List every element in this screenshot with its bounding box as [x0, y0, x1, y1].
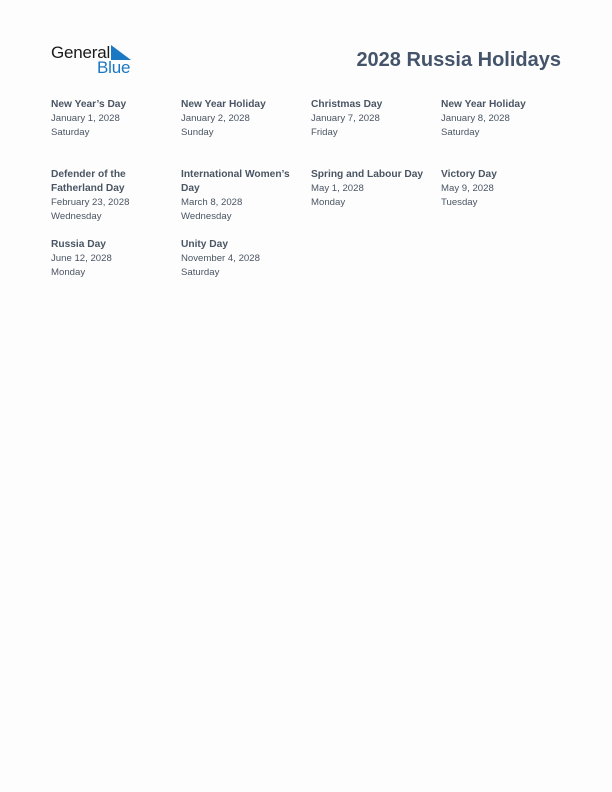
holiday-item [51, 238, 171, 280]
holiday-item [311, 168, 436, 210]
holiday-name: Unity Day [181, 239, 228, 250]
holiday-date: May 1, 2028 [311, 183, 364, 194]
holiday-name: Christmas Day [311, 99, 383, 110]
holiday-date: January 8, 2028 [441, 113, 510, 124]
logo [51, 44, 141, 78]
holiday-weekday: Wednesday [181, 211, 232, 222]
holiday-item [181, 98, 301, 140]
holiday-weekday: Friday [311, 127, 338, 138]
holiday-weekday: Sunday [181, 127, 214, 138]
holiday-date: January 7, 2028 [311, 113, 380, 124]
holiday-weekday: Saturday [441, 127, 480, 138]
holiday-weekday: Monday [51, 267, 86, 278]
holiday-date: February 23, 2028 [51, 197, 130, 208]
holiday-date: May 9, 2028 [441, 183, 494, 194]
holiday-date: January 2, 2028 [181, 113, 250, 124]
holiday-weekday: Saturday [51, 127, 90, 138]
holiday-name: New Year Holiday [441, 99, 526, 110]
holiday-weekday: Monday [311, 197, 346, 208]
holiday-date: March 8, 2028 [181, 197, 243, 208]
holiday-item [181, 238, 301, 280]
page-title: 2028 Russia Holidays [356, 49, 561, 71]
holiday-name: Victory Day [441, 169, 497, 180]
holiday-item [441, 98, 561, 140]
holiday-date: January 1, 2028 [51, 113, 120, 124]
holiday-item [51, 98, 171, 140]
holiday-name: Defender of the Fatherland Day [51, 169, 126, 194]
holiday-name: Russia Day [51, 239, 106, 250]
holiday-name: New Year’s Day [51, 99, 127, 110]
logo-word-blue: Blue [97, 58, 131, 77]
holiday-item [51, 168, 146, 224]
holiday-name: Spring and Labour Day [311, 169, 424, 180]
holiday-item [181, 168, 303, 224]
holiday-item [311, 98, 431, 140]
holiday-name: International Women’s Day [181, 169, 290, 194]
holiday-weekday: Saturday [181, 267, 220, 278]
holiday-name: New Year Holiday [181, 99, 266, 110]
holiday-date: November 4, 2028 [181, 253, 260, 264]
logo-word-general: General [51, 43, 111, 62]
holiday-weekday: Wednesday [51, 211, 102, 222]
holiday-date: June 12, 2028 [51, 253, 112, 264]
holiday-weekday: Tuesday [441, 197, 478, 208]
holiday-item [441, 168, 561, 210]
